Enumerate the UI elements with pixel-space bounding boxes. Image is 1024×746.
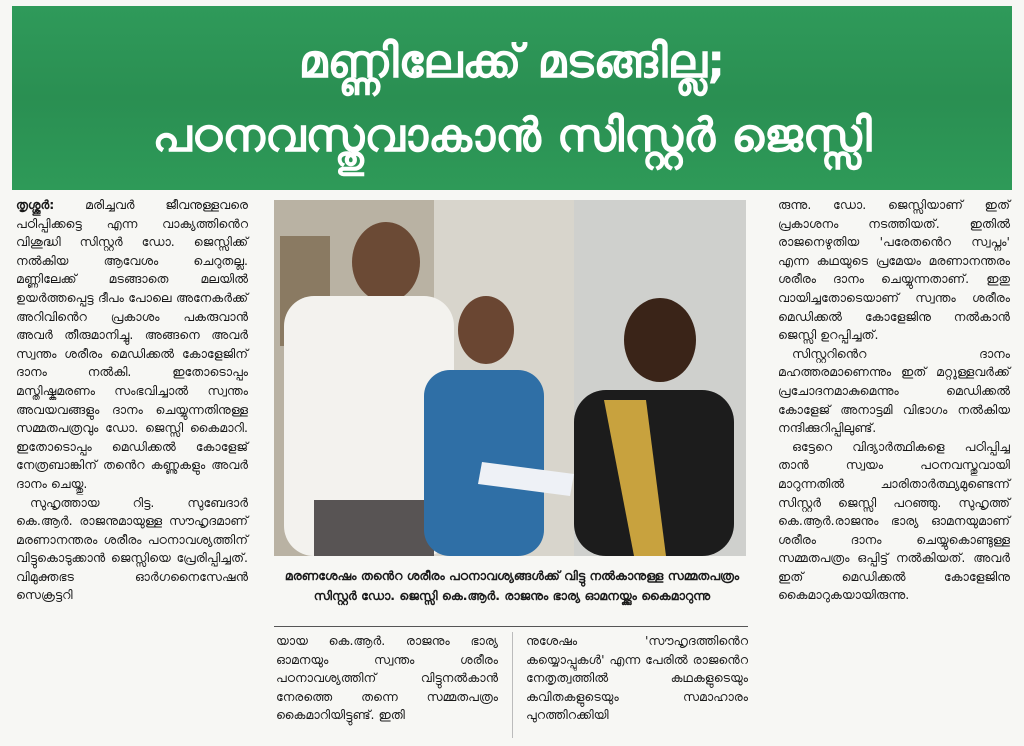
- column1-paragraph-2: സുഹൃത്തായ റിട്ട. സുബേദാർ കെ.ആർ. രാജനുമായുള്ള സൗഹൃദമാണ് മരണാനന്തരം ശരീരം പഠനാവശ്യത്തിന് വിട്ടുകൊടുക്കാൻ ജെസ്സിയെ പ്രേരിപ്പിച്ചത്. വിമുക്തഭട ഓർഗനൈസേഷൻ സെക്രട്ടറി: [16, 494, 248, 603]
- headline-line-1: മണ്ണിലേക്ക് മടങ്ങില്ല;: [298, 34, 726, 88]
- column-separator: [512, 632, 513, 738]
- headline-banner: [12, 6, 1012, 190]
- article-column-2: [276, 632, 498, 725]
- column1-paragraph-1: [16, 196, 248, 494]
- photo-caption: മരണശേഷം തൻെറ ശരീരം പഠനാവശ്യങ്ങൾക്ക് വിട്ടു നൽകാനുള്ള സമ്മതപത്രം സിസ്റ്റർ ഡോ. ജെസ്സി കെ.ആർ. രാജനും ഭാര്യ ഓമനയ്ക്കും കൈമാറുന്നു: [284, 568, 740, 603]
- dateline: തൃശ്ശൂർ:: [16, 197, 55, 212]
- column4-paragraph-1: രുന്നു. ഡോ. ജെസ്സിയാണ് ഇത് പ്രകാശനം നടത്തിയത്. ഇതിൽ രാജനെഴുതിയ 'പരേതൻെറ സ്വപ്നം' എന്ന കഥയുടെ പ്രമേയം മരണാനന്തരം ശരീരം ദാനം ചെയ്യുന്നതാണ്. ഇതു വായിച്ചതോടെയാണ് സ്വന്തം ശരീരം മെഡിക്കൽ കോളേജിനു നൽകാൻ ജെസ്സി ഉറപ്പിച്ചത്.: [778, 197, 1010, 343]
- column4-paragraph-3: ഒട്ടേറെ വിദ്യാർത്ഥികളെ പഠിപ്പിച്ച താൻ സ്വയം പഠനവസ്തുവായി മാറുന്നതിൽ ചാരിതാർത്ഥ്യമുണ്ടെന്ന് സിസ്റ്റർ ജെസ്സി പറഞ്ഞു. സുഹൃത്ത് കെ.ആർ.രാജനും ഭാര്യ ഓമനയുമാണ് ശരീരം ദാനം ചെയ്യുകൊണ്ടുള്ള സമ്മതപത്രം ഒപ്പിട്ട് നൽകിയത്. അവർ ഇത് മെഡിക്കൽ കോളേജിനു കൈമാറുകയായിരുന്നു.: [778, 438, 1010, 603]
- column2-text: യായ കെ.ആർ. രാജനും ഭാര്യ ഓമനയും സ്വന്തം ശരീരം പഠനാവശ്യത്തിന് വിട്ടുനൽകാൻ നേരത്തെ തന്നെ സമ്മതപത്രം കൈമാറിയിട്ടുണ്ട്. ഇതി: [276, 633, 498, 723]
- caption-divider: [274, 626, 748, 627]
- article-column-1: [16, 196, 248, 605]
- column1-para1-text: മരിച്ചവർ ജീവനുള്ളവരെ പഠിപ്പിക്കട്ടെ എന്ന വാക്യത്തിൻെറ വിശുദ്ധി സിസ്റ്റർ ഡോ. ജെസ്സിക്ക് നൽകിയ ആവേശം ചെറുതല്ല. മണ്ണിലേക്ക് മടങ്ങാതെ മലയിൽ ഉയർത്തപ്പെട്ട ദീപം പോലെ അനേകർക്ക് അറിവിൻെറ പ്രകാശം പകരുവാൻ അവർ തീരുമാനിച്ചു. അങ്ങനെ അവർ സ്വന്തം ശരീരം മെഡിക്കൽ കോളേജിന് ദാനം നൽകി. ഇതോടൊപ്പം മസ്തിഷ്കമരണം സംഭവിച്ചാൽ സ്വന്തം അവയവങ്ങളും ദാനം ചെയ്യുന്നതിനുള്ള സമ്മതപത്രവും ഡോ. ജെസ്സി കൈമാറി. ഇതോടൊപ്പം മെഡിക്കൽ കോളേജ് നേത്രബാങ്കിന് തൻെറ കണ്ണുകളും അവർ ദാനം ചെയ്തു.: [16, 197, 248, 491]
- article-column-3: [526, 632, 748, 725]
- article-column-4: [778, 196, 1010, 605]
- headline-line-2: പഠനവസ്തുവാകാൻ സിസ്റ്റർ ജെസ്സി: [152, 108, 872, 162]
- column3-text: നുശേഷം 'സൗഹൃദത്തിൻെറ കയ്യൊപ്പുകൾ' എന്ന പേരിൽ രാജൻെറ നേതൃത്വത്തിൽ കഥകളുടെയും കവിതകളുടെയും സമാഹാരം പുറത്തിറക്കിയി: [526, 633, 748, 723]
- column4-paragraph-2: സിസ്റ്ററിൻെറ ദാനം മഹത്തരമാണെന്നും ഇത് മറ്റുള്ളവർക്ക് പ്രചോദനമാകുമെന്നും മെഡിക്കൽ കോളേജ് അനാട്ടമി വിഭാഗം നൽകിയ നന്ദിക്കുറിപ്പിലുണ്ട്.: [778, 345, 1010, 436]
- news-photo: [274, 200, 746, 556]
